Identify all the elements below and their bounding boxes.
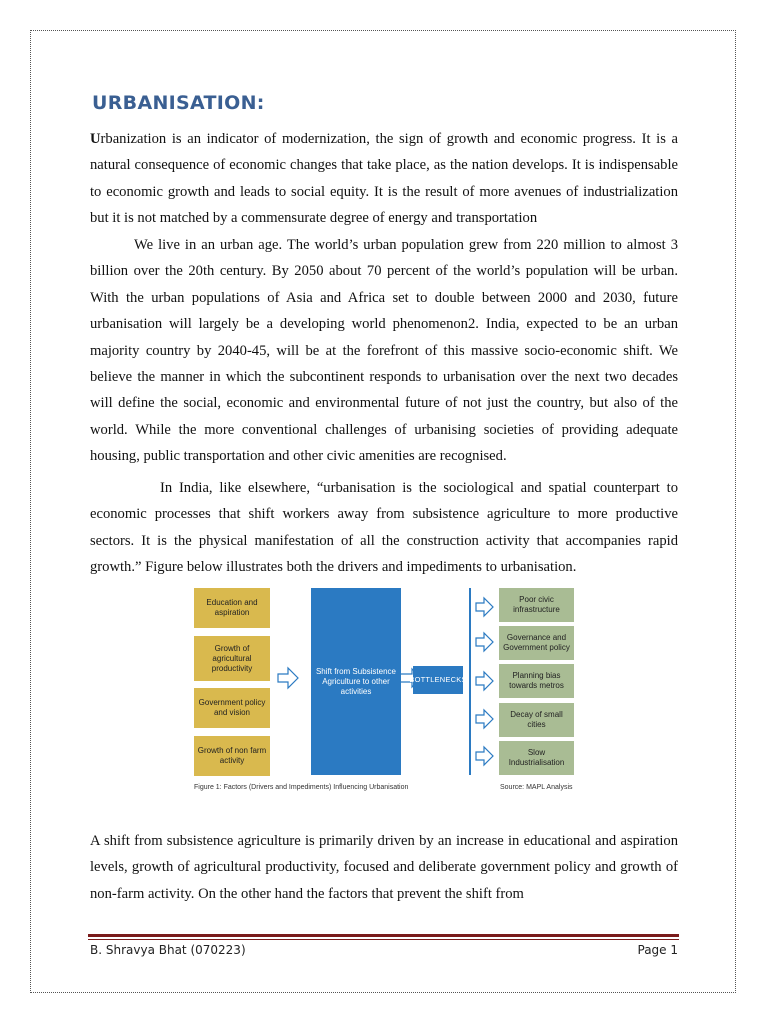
- impediment-box: Poor civic infrastructure: [499, 588, 574, 622]
- driver-box: Government policy and vision: [194, 688, 270, 728]
- arrow-right-icon: [476, 598, 493, 616]
- footer-rule-thin: [88, 939, 679, 940]
- paragraph-1: [90, 126, 678, 232]
- page-heading: URBANISATION:: [92, 92, 265, 114]
- impediment-box: Planning bias towards metros: [499, 664, 574, 698]
- driver-box: Growth of non farm activity: [194, 736, 270, 776]
- figure-source: Source: MAPL Analysis: [500, 784, 573, 791]
- driver-box: Growth of agricultural productivity: [194, 636, 270, 681]
- footer-page-number: Page 1: [637, 943, 678, 957]
- paragraph-2: We live in an urban age. The world’s urban population grew from 220 million to almost 3 billion over the 20th century. By 2050 about 70 percent of the world’s population will be urban. With the urban populations of Asia and Africa set to double between 2000 and 2030, future urbanisation will largely be a developing world phenomenon2. India, expected to be an urban majority country by 2040-45, will be at the forefront of this massive socio-economic shift. We believe the manner in which the subcontinent responds to urbanisation over the next two decades will define the social, economic and environmental future of not just the country, but also of the world. While the more conventional challenges of urbanising societies of providing adequate housing, public transportation and other civic amenities are recognised.: [90, 237, 678, 465]
- impediment-box: Governance and Government policy: [499, 626, 574, 660]
- paragraph-3: In India, like elsewhere, “urbanisation is the sociological and spatial counterpart to economic processes that shift workers away from subsistence agriculture to more productive sectors. It is the physical manifestation of all the construction activity that accompanies rapid growth.” Figure below illustrates both the drivers and impediments to urbanisation.: [90, 480, 678, 576]
- arrow-right-icon: [476, 672, 493, 690]
- arrow-right-icon: [476, 747, 493, 765]
- bracket-line: [469, 588, 471, 775]
- arrow-right-icon: [476, 633, 493, 651]
- center-shift-box: Shift from Subsistence Agriculture to other activities: [311, 588, 401, 775]
- drop-cap: U: [90, 131, 101, 147]
- urbanisation-figure: [194, 586, 579, 798]
- impediment-box: Slow Industrialisation: [499, 741, 574, 775]
- impediment-box: Decay of small cities: [499, 703, 574, 737]
- bottlenecks-box: BOTTLENECKS: [413, 666, 463, 694]
- arrow-right-icon: [476, 710, 493, 728]
- figure-caption: Figure 1: Factors (Drivers and Impediments) Influencing Urbanisation: [194, 784, 409, 791]
- footer-author: B. Shravya Bhat (070223): [90, 943, 246, 957]
- footer-rule: [88, 934, 679, 937]
- paragraph-4: A shift from subsistence agriculture is primarily driven by an increase in educational and aspiration levels, growth of agricultural productivity, focused and deliberate government policy and growth of non-farm activity. On the other hand the factors that prevent the shift from: [90, 833, 678, 902]
- arrow-right-icon: [278, 668, 298, 688]
- paragraph-1-text: rbanization is an indicator of modernization, the sign of growth and economic progress. It is a natural consequence of economic changes that take place, as the nation develops. It is indispensable to economic growth and leads to social equity. It is the result of more avenues of industrialization but it is not matched by a commensurate degree of energy and transportation: [90, 131, 678, 227]
- driver-box: Education and aspiration: [194, 588, 270, 628]
